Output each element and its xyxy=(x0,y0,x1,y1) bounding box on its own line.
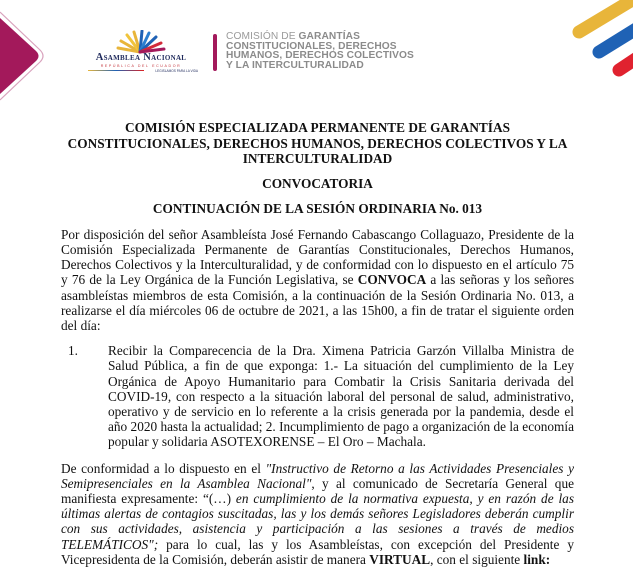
commission-logo-line2: CONSTITUCIONALES, DERECHOS xyxy=(226,40,397,52)
agenda-list xyxy=(61,343,574,449)
title-line: CONSTITUCIONALES, DERECHOS HUMANOS, DERECHOS COLECTIVOS Y LA xyxy=(67,135,568,151)
assembly-tagline: LEGISLAMOS PARA LA VIDA xyxy=(155,69,198,73)
closing-text: , y al comunicado de Secretaría General que manifiesta expresamente: “(…) xyxy=(61,475,574,507)
instructivo-title: "Instructivo de Retorno a las Actividades Presenciales y Semipresenciales en la Asamblea Nacional" xyxy=(61,460,574,491)
document-title xyxy=(61,120,574,167)
asamblea-nacional-logo xyxy=(80,30,202,74)
session-heading: CONTINUACIÓN DE LA SESIÓN ORDINARIA No. 013 xyxy=(152,200,483,216)
ecuador-flag-stripes-decoration xyxy=(549,0,633,80)
intro-text: Por disposición del señor Asambleísta José Fernando Cabascango Collaguazo, Presidente de la Comisión Especializada Permanente de Garantías Constitucionales, Derechos Humanos, Derechos Colectivos y la Interculturalidad, y de conformidad con lo dispuesto en el artículo 75 y 76 de la Ley Orgánica de la Función Legislativa, se xyxy=(61,226,574,288)
magenta-chevron-decoration xyxy=(0,10,52,102)
commission-logo-line3: HUMANOS, DERECHOS COLECTIVOS xyxy=(226,50,414,62)
document-body xyxy=(61,120,574,567)
commission-logo-word: GARANTÍAS xyxy=(298,31,360,42)
closing-text: para lo cual, las y los Asambleístas, con excepción del Presidente y Vicepresidenta de la Comisión, deberán asistir de manera xyxy=(61,536,574,567)
quoted-communique: en cumplimiento de la normativa expuesta, y en razón de las últimas alertas de contagios suscitadas, las y los demás señores Legisladores deberán cumplir con sus actividades, asistencia y participación a las sesiones a través de medios TELEMÁTICOS"; xyxy=(61,491,575,552)
assembly-name: Asamblea Nacional xyxy=(95,52,187,63)
assembly-country: REPÚBLICA DEL ECUADOR xyxy=(100,64,182,68)
commission-logo-line4: Y LA INTERCULTURALIDAD xyxy=(226,59,364,71)
title-line: INTERCULTURALIDAD xyxy=(242,151,393,167)
virtual-emphasis: VIRTUAL xyxy=(369,551,431,567)
header-divider xyxy=(213,34,217,71)
link-label: link: xyxy=(523,551,551,567)
intro-paragraph xyxy=(61,227,574,333)
sun-rays-icon xyxy=(112,30,168,54)
convoca-emphasis: CONVOCA xyxy=(357,272,427,288)
agenda-item-text: Recibir la Comparecencia de la Dra. Ximena Patricia Garzón Villalba Ministra de Salud Pública, a fin de que exponga: 1.- La situación del cumplimiento de la Ley Orgánica de Apoyo Humanitario para Combatir la Crisis Sanitaria derivada del COVID-19, con respecto a la situación laboral del personal de salud, administrativo, operativo y de servicio en lo referente a la crisis generada por la pandemia, desde el año 2020 hasta la actualidad; 2. Incumplimiento de pago a organización de la economía popular y solidaria ASOTEXORENSE – El Oro – Machala. xyxy=(108,343,574,450)
commission-logo xyxy=(226,32,414,70)
intro-text-cont: a las señoras y los señores asambleístas miembros de esta Comisión, a la continuación de la Sesión Ordinaria No. 013, a realizarse el día miércoles 06 de octubre de 2021, a las 15h00, a fin de tratar el siguiente orden del día: xyxy=(61,272,574,333)
closing-text: De conformidad a lo dispuesto en el xyxy=(61,460,266,476)
title-line: COMISIÓN ESPECIALIZADA PERMANENTE DE GARANTÍAS xyxy=(125,120,510,135)
document-heading: CONVOCATORIA xyxy=(262,175,373,191)
closing-paragraph xyxy=(61,461,574,567)
agenda-item xyxy=(61,343,574,449)
closing-text: , con el siguiente xyxy=(430,551,524,567)
agenda-item-number: 1. xyxy=(68,343,78,359)
commission-logo-prefix: COMISIÓN DE xyxy=(226,31,299,42)
